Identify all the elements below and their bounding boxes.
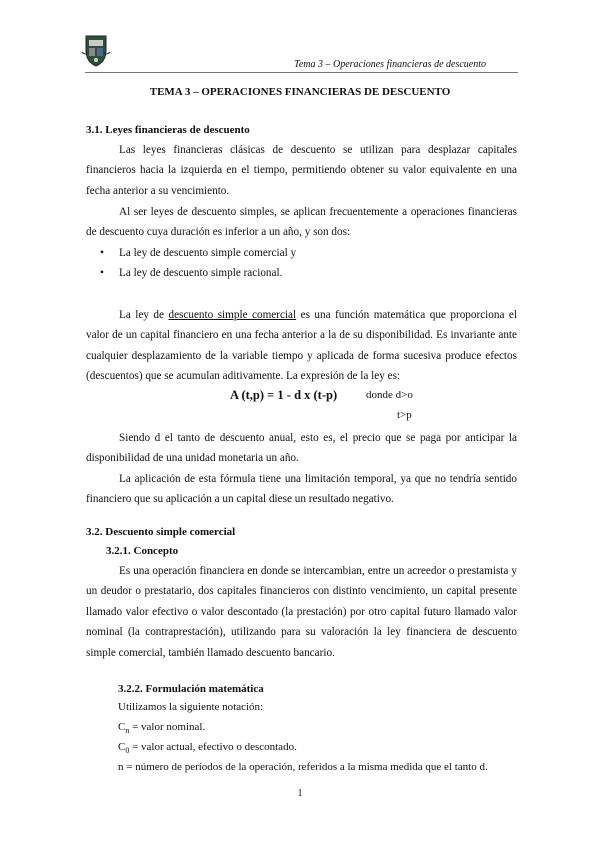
bullet-icon: •	[100, 267, 104, 280]
paragraph: La aplicación de esta fórmula tiene una limitación temporal, ya que no tendría sentido financiero que su aplicación a un capital diese un resultado negativo.	[86, 473, 517, 506]
document-title: TEMA 3 – OPERACIONES FINANCIERAS DE DESCUENTO	[149, 86, 451, 98]
section-heading-3-2: 3.2. Descuento simple comercial	[86, 526, 236, 538]
section-heading-3-1: 3.1. Leyes financieras de descuento	[86, 124, 250, 136]
university-crest-icon	[80, 32, 112, 68]
subsection-heading-3-2-1: 3.2.1. Concepto	[106, 545, 179, 557]
header-rule	[85, 72, 518, 73]
notation-intro: Utilizamos la siguiente notación:	[118, 701, 264, 713]
paragraph: La ley de descuento simple comercial es una función matemática que proporciona el valor de un capital financiero en una fecha anterior a la de su disponibilidad. Es invariante ante cualquier desplazamiento de la variable tiempo y aplicada de forma sucesiva produce efectos (descuentos) que se acumulan aditivamente. La expresión de la ley es:	[86, 309, 517, 383]
list-item: • La ley de descuento simple comercial y	[100, 243, 296, 263]
hyperlink-descuento-simple-comercial[interactable]: descuento simple comercial	[168, 309, 297, 321]
running-header-title: Tema 3 – Operaciones financieras de descuento	[294, 59, 486, 70]
page-number: 1	[297, 788, 303, 799]
notation-c0: $C_0$ = valor actual, efectivo o descontado.	[118, 741, 297, 756]
paragraph: Las leyes financieras clásicas de descuento se utilizan para desplazar capitales financieros hacia la izquierda en el tiempo, permitiendo obtener su valor equivalente en una fecha anterior a su vencimiento.	[86, 144, 517, 197]
formula-condition: t>p	[397, 409, 412, 421]
paragraph: Es una operación financiera en donde se intercambian, entre un acreedor o prestamista y un deudor o prestatario, dos capitales financieros con distinto vencimiento, un capital presente llamado valor efectivo o valor descontado (la prestación) por otro capital futuro llamado valor nominal (la contraprestación), utilizando para su valoración la ley financiera de descuento simple comercial, también llamado descuento bancario.	[86, 565, 517, 659]
paragraph: Al ser leyes de descuento simples, se aplican frecuentemente a operaciones financieras de descuento cuya duración es inferior a un año, y son dos:	[86, 206, 517, 239]
notation-n: n = número de períodos de la operación, referidos a la misma medida que el tanto d.	[118, 761, 488, 773]
bullet-icon: •	[100, 247, 104, 259]
subsection-heading-3-2-2: 3.2.2. Formulación matemática	[118, 683, 264, 695]
bullet-list	[100, 243, 296, 284]
notation-cn: $C_n$ = valor nominal.	[118, 721, 206, 736]
paragraph: Siendo d el tanto de descuento anual, esto es, el precio que se paga por anticipar la disponibilidad de una unidad monetaria un año.	[86, 432, 517, 465]
formula-condition: donde d>o	[366, 389, 413, 401]
list-item: • La ley de descuento simple racional.	[100, 263, 296, 283]
formula: A (t,p) = 1 - d x (t-p)	[230, 388, 338, 402]
